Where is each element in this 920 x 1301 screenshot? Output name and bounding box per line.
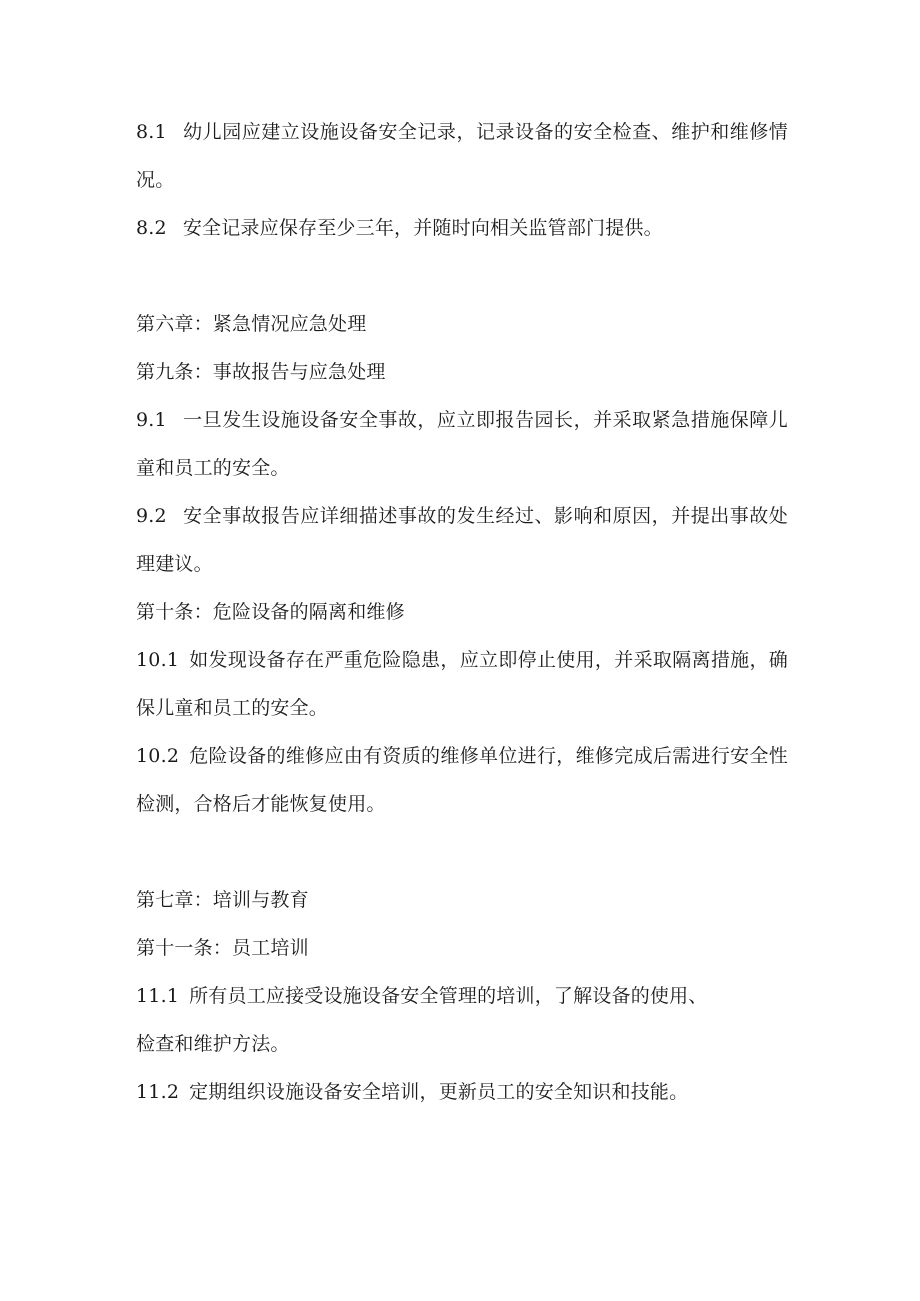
clause-10-1 [136,636,788,732]
clause-text: 安全事故报告应详细描述事故的发生经过、影响和原因，并提出事故处理建议。 [136,505,788,575]
clause-9-1 [136,396,788,492]
clause-11-2 [136,1068,788,1116]
section-spacer [136,828,788,876]
clause-8-1 [136,108,788,204]
clause-8-2 [136,204,788,252]
clause-text-continued: 检查和维护方法。 [136,1033,290,1055]
clause-number: 10.2 [136,745,180,767]
clause-line-1 [136,972,788,1020]
clause-text: 危险设备的维修应由有资质的维修单位进行，维修完成后需进行安全性检测，合格后才能恢复使用。 [136,745,788,815]
clause-10-2 [136,732,788,828]
article-heading-10: 第十条：危险设备的隔离和维修 [136,601,405,623]
clause-text: 安全记录应保存至少三年，并随时向相关监管部门提供。 [182,217,663,239]
document-body [136,108,788,1116]
clause-text: 所有员工应接受设施设备安全管理的培训，了解设备的使用、 [189,985,708,1007]
clause-number: 9.2 [136,505,167,527]
clause-number: 8.2 [136,217,167,239]
clause-text: 幼儿园应建立设施设备安全记录，记录设备的安全检查、维护和维修情况。 [136,121,788,191]
clause-text: 如发现设备存在严重危险隐患，应立即停止使用，并采取隔离措施，确保儿童和员工的安全。 [136,649,788,719]
chapter-heading-6: 第六章：紧急情况应急处理 [136,313,367,335]
clause-text: 一旦发生设施设备安全事故，应立即报告园长，并采取紧急措施保障儿童和员工的安全。 [136,409,788,479]
clause-9-2 [136,492,788,588]
chapter-heading-7: 第七章：培训与教育 [136,889,309,911]
article-heading-11: 第十一条：员工培训 [136,937,309,959]
clause-text: 定期组织设施设备安全培训，更新员工的安全知识和技能。 [189,1081,689,1103]
article-heading-9: 第九条：事故报告与应急处理 [136,361,386,383]
clause-number: 11.2 [136,1081,180,1103]
clause-11-1 [136,972,788,1068]
clause-number: 8.1 [136,121,167,143]
clause-number: 9.1 [136,409,167,431]
clause-number: 11.1 [136,985,180,1007]
section-spacer [136,252,788,300]
clause-number: 10.1 [136,649,180,671]
